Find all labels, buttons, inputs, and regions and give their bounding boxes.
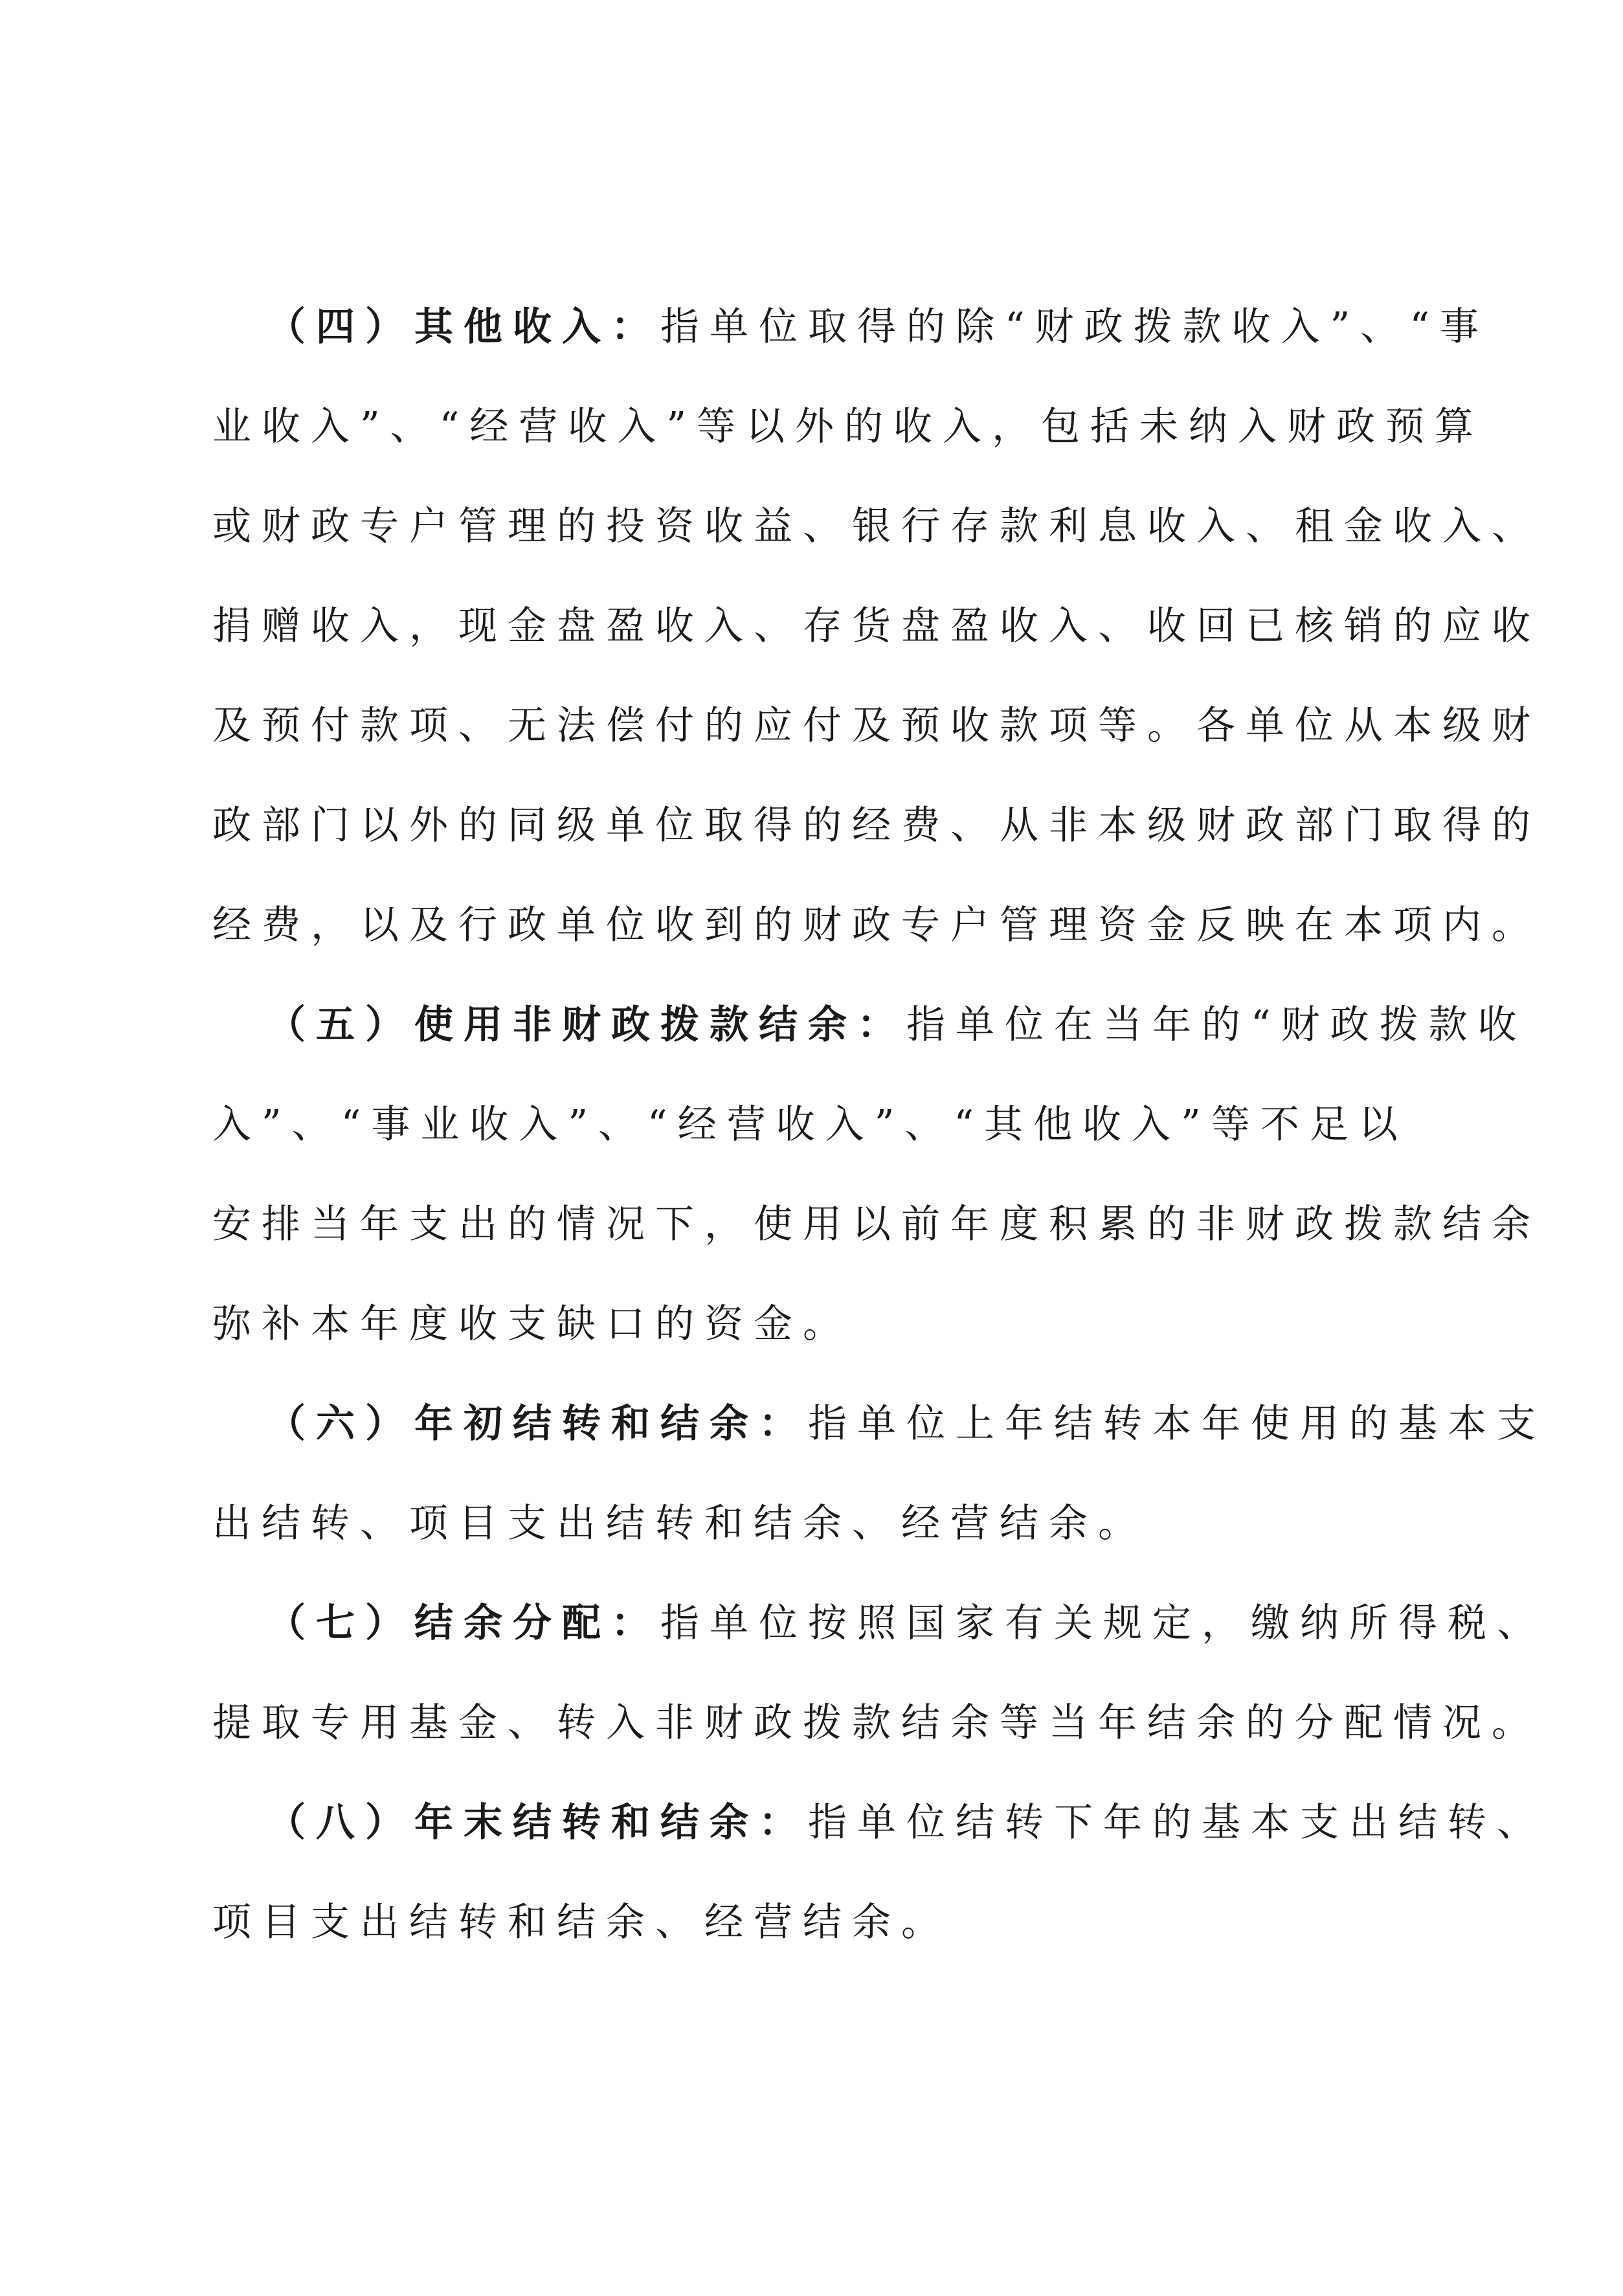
paragraph-6-text: 指单位上年结转本年使用的基本支 <box>808 1401 1546 1446</box>
paragraph-5-heading: （五）使用非财政拨款结余： <box>267 1002 906 1048</box>
paragraph-4-line-7: 经费，以及行政单位收到的财政专户管理资金反映在本项内。 <box>212 903 1541 948</box>
paragraph-4-line-5: 及预付款项、无法偿付的应付及预收款项等。各单位从本级财 <box>212 703 1541 748</box>
paragraph-6-line-1 <box>267 1385 1546 1463</box>
paragraph-6-heading: （六）年初结转和结余： <box>267 1401 808 1446</box>
paragraph-8-text: 指单位结转下年的基本支出结转、 <box>808 1800 1546 1845</box>
paragraph-6-line-2: 出结转、项目支出结转和结余、经营结余。 <box>212 1501 1147 1546</box>
paragraph-5-line-1 <box>267 986 1527 1064</box>
paragraph-5-line-2: 入”、“事业收入”、“经营收入”、“其他收入”等不足以 <box>212 1102 1408 1147</box>
paragraph-4-line-1 <box>267 288 1490 366</box>
paragraph-5-line-3: 安排当年支出的情况下，使用以前年度积累的非财政拨款结余 <box>212 1202 1541 1247</box>
paragraph-8-line-2: 项目支出结转和结余、经营结余。 <box>212 1900 950 1945</box>
paragraph-5-line-4: 弥补本年度收支缺口的资金。 <box>212 1301 852 1347</box>
paragraph-7-line-1 <box>267 1584 1546 1662</box>
paragraph-4-line-6: 政部门以外的同级单位取得的经费、从非本级财政部门取得的 <box>212 803 1541 848</box>
paragraph-7-line-2: 提取专用基金、转入非财政拨款结余等当年结余的分配情况。 <box>212 1700 1541 1746</box>
paragraph-8-line-1 <box>267 1784 1546 1862</box>
paragraph-4-line-4: 捐赠收入，现金盘盈收入、存货盘盈收入、收回已核销的应收 <box>212 603 1541 649</box>
paragraph-4-line-2: 业收入”、“经营收入”等以外的收入，包括未纳入财政预算 <box>212 404 1484 449</box>
paragraph-8-heading: （八）年末结转和结余： <box>267 1800 808 1845</box>
paragraph-4-heading: （四）其他收入： <box>267 304 660 350</box>
paragraph-7-text: 指单位按照国家有关规定，缴纳所得税、 <box>660 1601 1546 1646</box>
paragraph-4-line-3: 或财政专户管理的投资收益、银行存款利息收入、租金收入、 <box>212 504 1541 549</box>
paragraph-5-text: 指单位在当年的“财政拨款收 <box>906 1002 1527 1048</box>
paragraph-7-heading: （七）结余分配： <box>267 1601 660 1646</box>
paragraph-4-text: 指单位取得的除“财政拨款收入”、“事 <box>660 304 1490 350</box>
